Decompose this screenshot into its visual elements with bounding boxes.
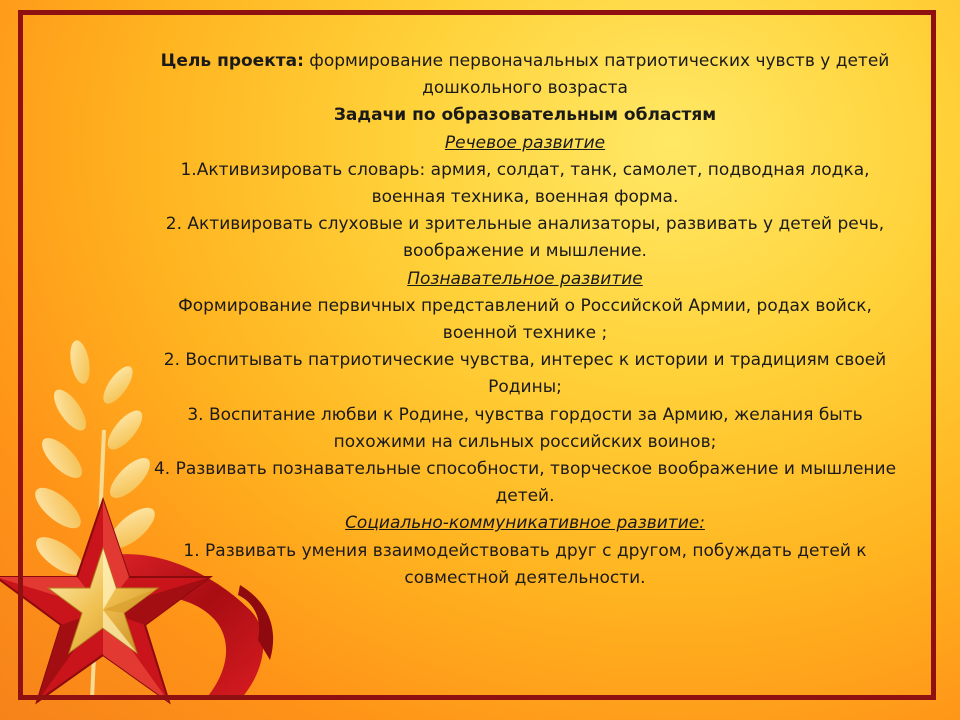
goal-label: Цель проекта: <box>160 51 304 71</box>
section-title-speech: Речевое развитие <box>444 132 606 153</box>
list-item: 1.Активизировать словарь: армия, солдат, танк, самолет, подводная лодка, военная техника, военная форма. <box>180 159 870 208</box>
list-item: 2. Воспитывать патриотические чувства, интерес к истории и традициям своей Родины; <box>163 350 887 398</box>
list-item: 1. Развивать умения взаимодействовать друг с другом, побуждать детей к совместной деятельности. <box>183 540 867 588</box>
list-item: 2. Активировать слуховые и зрительные анализаторы, развивать у детей речь, воображение и мышление. <box>165 214 885 262</box>
section-title-social: Социально-коммуникативное развитие: <box>345 513 705 534</box>
goal-text: формирование первоначальных патриотических чувств у детей дошкольного возраста <box>309 51 890 99</box>
slide-content <box>150 48 900 592</box>
section-title-cognitive: Познавательное развитие <box>407 268 643 289</box>
list-item: Формирование первичных представлений о Российской Армии, родах войск, военной технике ; <box>178 295 872 344</box>
goal-paragraph <box>150 48 900 102</box>
list-item: 4. Развивать познавательные способности, творческое воображение и мышление детей. <box>153 459 897 507</box>
tasks-heading: Задачи по образовательным областям <box>333 105 717 126</box>
list-item: 3. Воспитание любви к Родине, чувства гордости за Армию, желания быть похожими на сильных российских воинов; <box>187 404 863 452</box>
